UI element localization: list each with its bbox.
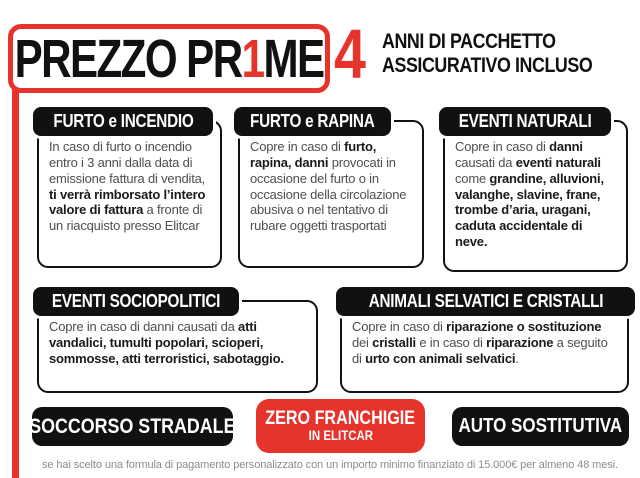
title-pre: PREZZO PR bbox=[14, 28, 242, 89]
card-body: Copre in caso di danni causati da atti vandalici, tumulti popolari, scioperi, sommosse, atti terroristici, sabotaggio. bbox=[49, 319, 284, 366]
card-body: In caso di furto o incendio entro i 3 anni dalla data di emissione fattura di vendita, ti verrà rimborsato l’intero valore di fattura a fronte di un riacquisto presso Elitcar bbox=[49, 139, 206, 234]
pill-auto-sostitutiva: AUTO SOSTITUTIVA bbox=[452, 407, 629, 446]
card-title: EVENTI SOCIOPOLITICI bbox=[33, 287, 239, 316]
badge-caption bbox=[382, 30, 629, 78]
card-furto-e-rapina bbox=[238, 111, 424, 268]
card-title: ANIMALI SELVATICI E CRISTALLI bbox=[336, 287, 635, 316]
card-eventi-sociopolitici bbox=[37, 291, 318, 393]
badge-caption-line2: ASSICURATIVO INCLUSO bbox=[381, 54, 593, 77]
pill-zero-franchigie-line1: ZERO FRANCHIGIE bbox=[265, 407, 416, 429]
title-accent: 1 bbox=[241, 28, 264, 89]
pill-zero-franchigie bbox=[256, 399, 425, 453]
page-title bbox=[14, 28, 324, 89]
red-accent-stripe bbox=[12, 88, 19, 478]
card-body: Copre in caso di danni causati da eventi naturali come grandine, alluvioni, valanghe, slavine, frane, trombe d’aria, uragani, caduta accidentale di neve. bbox=[455, 139, 604, 250]
card-title: FURTO e RAPINA bbox=[234, 107, 391, 136]
anniversary-badge bbox=[334, 15, 629, 93]
pill-soccorso-stradale: SOCCORSO STRADALE bbox=[32, 407, 233, 446]
badge-number: 4 bbox=[334, 15, 366, 93]
title-post: ME bbox=[263, 28, 324, 89]
card-eventi-naturali bbox=[443, 111, 628, 272]
card-animali-selvatici-e-cristalli bbox=[340, 291, 629, 393]
card-title: EVENTI NATURALI bbox=[439, 107, 611, 136]
badge-caption-line1: ANNI DI PACCHETTO bbox=[381, 30, 556, 53]
card-furto-e-incendio bbox=[37, 111, 222, 268]
card-body: Copre in caso di riparazione o sostituzione dei cristalli e in caso di riparazione a seguito di urto con animali selvatici. bbox=[352, 319, 608, 366]
card-body: Copre in caso di furto, rapina, danni provocati in occasione del furto o in occasione della circolazione abusiva o nel tentativo di rubare oggetti trasportati bbox=[250, 139, 407, 234]
footnote: se hai scelto una formula di pagamento personalizzato con un importo minimo finanziato di 15.000€ per almeno 48 mesi. bbox=[42, 459, 618, 471]
card-title: FURTO e INCENDIO bbox=[33, 107, 213, 136]
title-box bbox=[8, 24, 330, 93]
pill-zero-franchigie-line2: IN ELITCAR bbox=[308, 427, 373, 443]
